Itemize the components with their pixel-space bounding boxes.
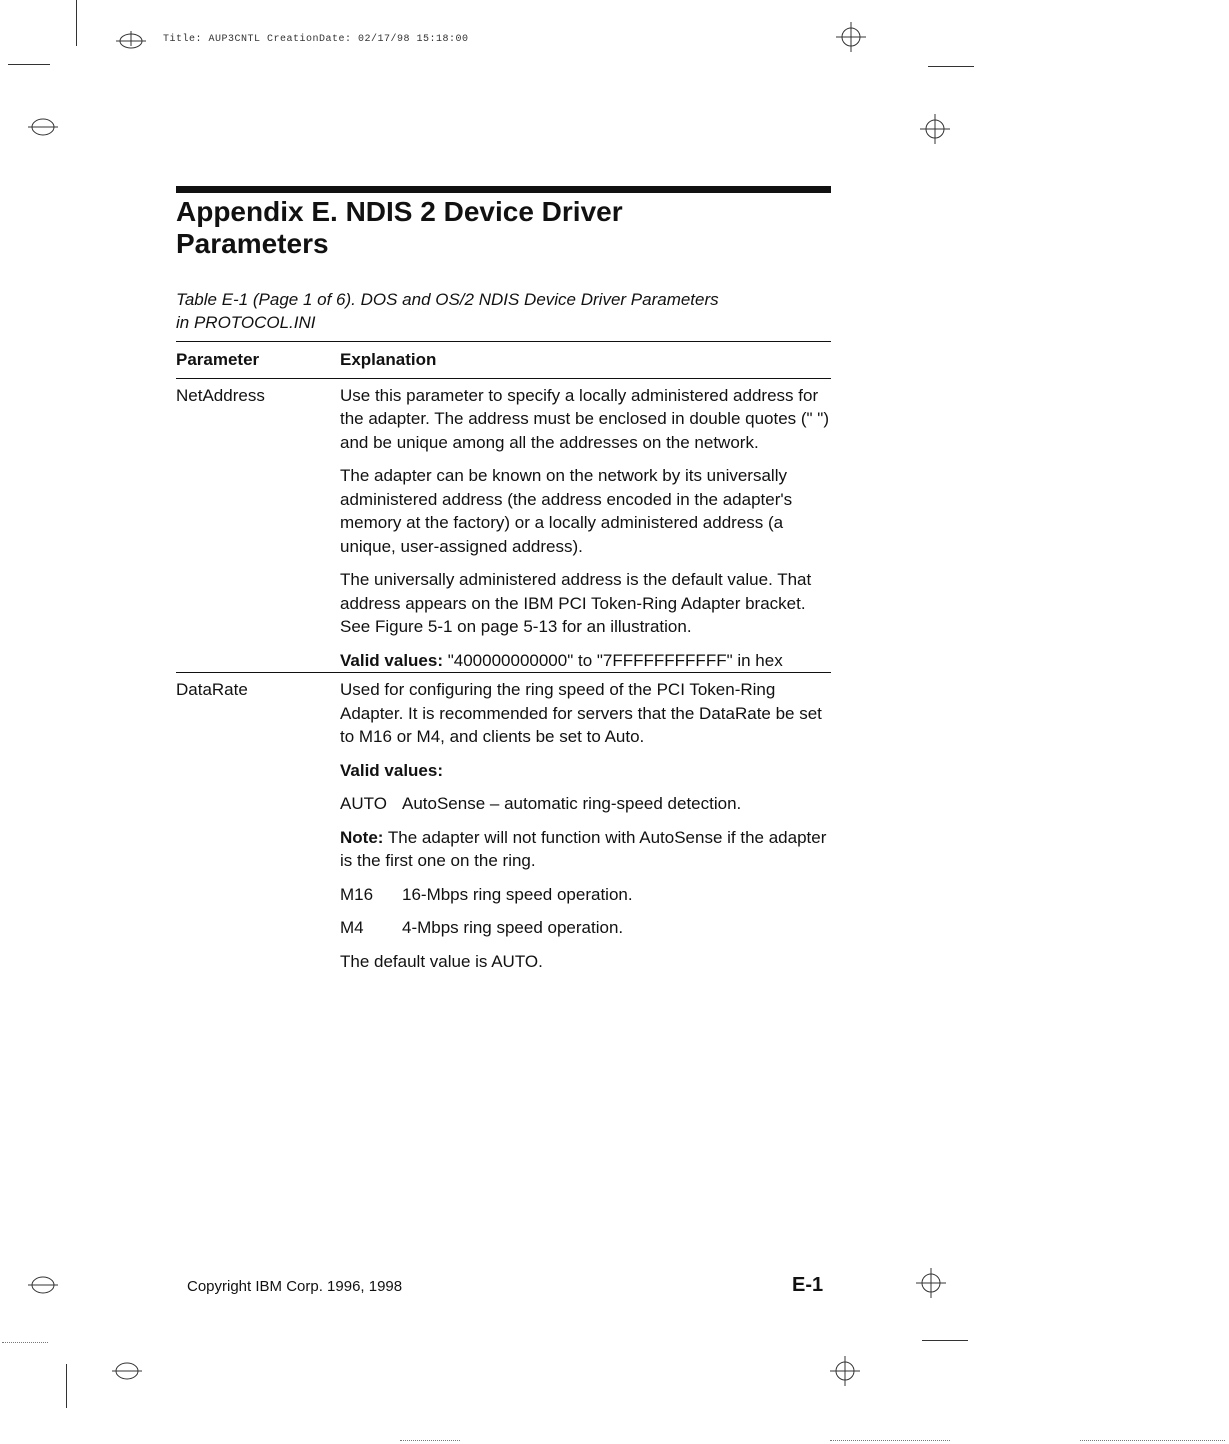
table-header-row bbox=[176, 342, 831, 379]
default-value: The default value is AUTO. bbox=[340, 951, 543, 971]
page-title-line-1: Appendix E. NDIS 2 Device Driver bbox=[176, 196, 623, 227]
crop-mark-top-left-vertical bbox=[76, 0, 77, 46]
table-caption-line-2: in PROTOCOL.INI bbox=[176, 313, 316, 332]
page-title bbox=[176, 196, 831, 260]
option-description: AutoSense – automatic ring-speed detection. bbox=[402, 794, 742, 813]
scan-artifact-dots bbox=[1080, 1440, 1225, 1442]
explanation-paragraph: The adapter can be known on the network by its universally administered address (the address encoded in the adapter's memory at the factory) or a locally administered address (a unique, user-assigned address). bbox=[340, 466, 793, 556]
scan-artifact-dots bbox=[2, 1342, 48, 1344]
parameter-name: NetAddress bbox=[176, 378, 340, 673]
valid-values-label: Valid values: bbox=[340, 760, 443, 780]
header-slug: Title: AUP3CNTL CreationDate: 02/17/98 15:18:00 bbox=[163, 34, 469, 45]
note-text: The adapter will not function with AutoSense if the adapter is the first one on the ring. bbox=[340, 827, 827, 870]
page-title-line-2: Parameters bbox=[176, 228, 329, 259]
crop-mark-right-horizontal bbox=[928, 66, 974, 67]
option-item bbox=[340, 916, 831, 940]
valid-values bbox=[340, 649, 831, 673]
option-description: 4-Mbps ring speed operation. bbox=[402, 918, 624, 937]
registration-mark-icon bbox=[28, 1270, 58, 1300]
crop-mark-right-horizontal bbox=[922, 1340, 968, 1341]
valid-values-text: "400000000000" to "7FFFFFFFFFFF" in hex bbox=[443, 650, 783, 670]
registration-mark-icon bbox=[916, 1268, 946, 1298]
parameter-explanation bbox=[340, 378, 831, 673]
option-item bbox=[340, 792, 831, 816]
valid-values bbox=[340, 759, 831, 783]
option-term: M4 bbox=[340, 918, 364, 937]
registration-mark-icon bbox=[112, 1356, 142, 1386]
table-caption-line-1: Table E-1 (Page 1 of 6). DOS and OS/2 NDIS Device Driver Parameters bbox=[176, 290, 719, 309]
table-row bbox=[176, 378, 831, 673]
explanation-paragraph: Used for configuring the ring speed of the PCI Token-Ring Adapter. It is recommended for servers that the DataRate be set to M16 or M4, and clients be set to Auto. bbox=[340, 680, 822, 746]
table-row bbox=[176, 673, 831, 984]
valid-values-label: Valid values: bbox=[340, 650, 443, 670]
column-header-parameter: Parameter bbox=[176, 342, 340, 379]
page-number: E-1 bbox=[792, 1274, 824, 1296]
scan-artifact-dots bbox=[830, 1440, 950, 1442]
registration-mark-icon bbox=[28, 112, 58, 142]
option-description: 16-Mbps ring speed operation. bbox=[402, 884, 633, 904]
explanation-paragraph: Use this parameter to specify a locally administered address for the adapter. The address must be enclosed in double quotes (" ") and be unique among all the addresses on the network. bbox=[340, 385, 830, 452]
registration-mark-icon bbox=[116, 26, 146, 56]
note bbox=[340, 826, 831, 873]
parameter-explanation bbox=[340, 673, 831, 984]
column-header-explanation: Explanation bbox=[340, 342, 831, 379]
registration-mark-icon bbox=[920, 114, 950, 144]
crop-mark-bottom-left-vertical bbox=[66, 1364, 67, 1408]
crop-mark-left-horizontal bbox=[8, 64, 50, 65]
parameter-table bbox=[176, 341, 831, 983]
table-caption bbox=[176, 288, 836, 334]
scan-artifact-dots bbox=[400, 1440, 460, 1442]
parameter-name: DataRate bbox=[176, 680, 248, 699]
option-item bbox=[340, 883, 831, 907]
option-term: AUTO bbox=[340, 794, 387, 813]
explanation-paragraph: The universally administered address is the default value. That address appears on the IBM PCI Token-Ring Adapter bracket. See Figure 5-1 on page 5-13 for an illustration. bbox=[340, 570, 812, 636]
option-term: M16 bbox=[340, 884, 374, 904]
title-rule bbox=[176, 186, 831, 193]
registration-mark-icon bbox=[836, 22, 866, 52]
footer-copyright: Copyright IBM Corp. 1996, 1998 bbox=[187, 1278, 403, 1295]
note-label: Note: bbox=[340, 827, 384, 847]
registration-mark-icon bbox=[830, 1356, 860, 1386]
